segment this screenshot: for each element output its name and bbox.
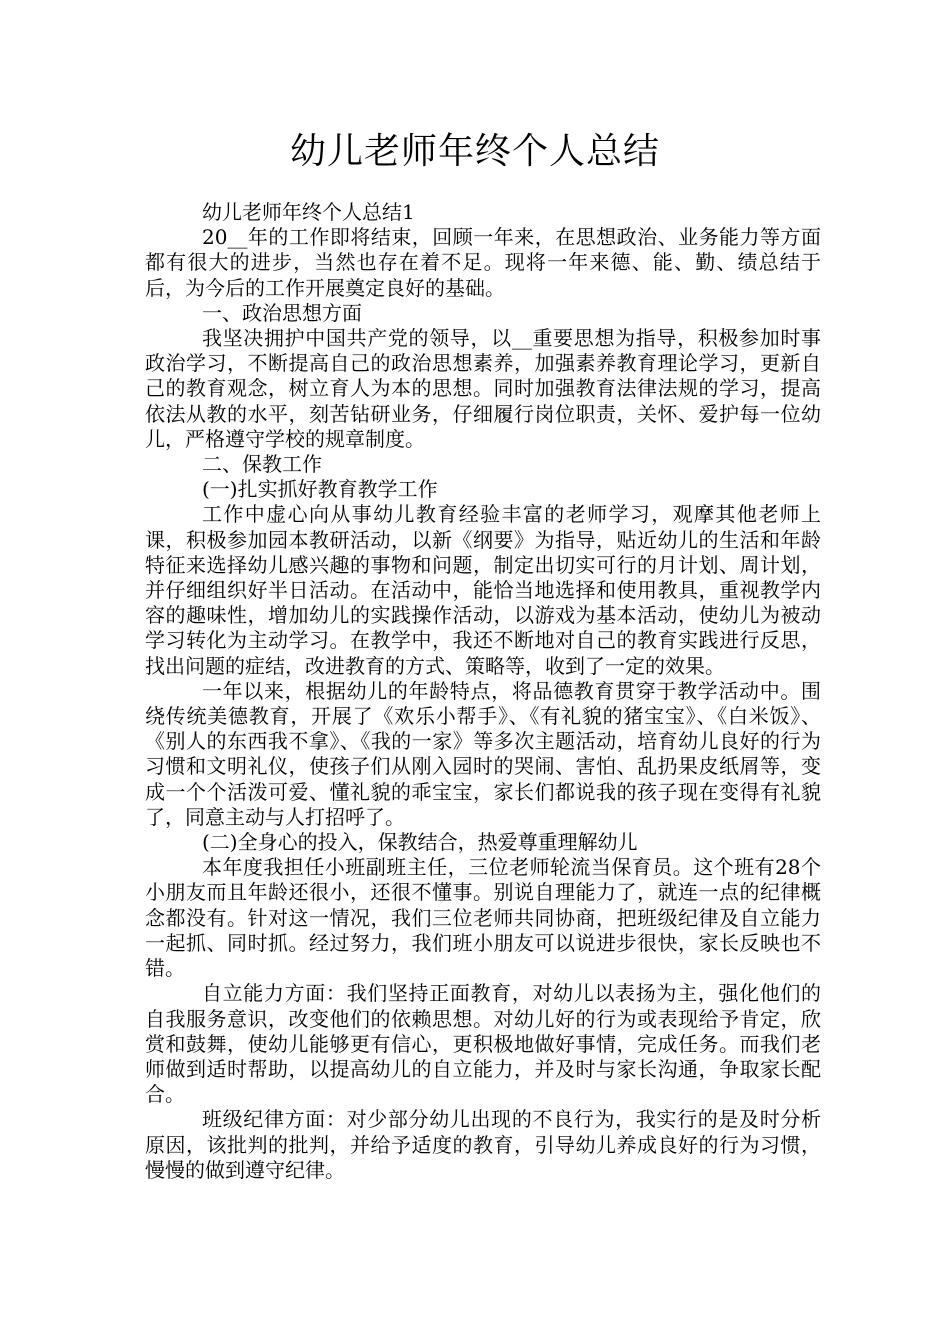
moral-education-paragraph: 一年以来，根据幼儿的年龄特点，将品德教育贯穿于教学活动中。围绕传统美德教育，开展了《欢乐小帮手》、《有礼貌的猪宝宝》、《白米饭》、《别人的东西我不拿》、《我的一家》等多次主题活动，培育幼儿良好的行为习惯和文明礼仪，使孩子们从刚入园时的哭闹、害怕、乱扔果皮纸屑等，变成一个个活泼可爱、懂礼貌的乖宝宝，家长们都说我的孩子现在变得有礼貌了，同意主动与人打招呼了。 xyxy=(145,678,821,829)
subsection-heading-1: (一)扎实抓好教育教学工作 xyxy=(202,477,438,502)
section-heading-politics: 一、政治思想方面 xyxy=(202,300,362,325)
document-title: 幼儿老师年终个人总结 xyxy=(289,131,660,172)
document-body xyxy=(145,200,821,1183)
discipline-paragraph: 班级纪律方面：对少部分幼儿出现的不良行为，我实行的是及时分析原因，该批判的批判，并给予适度的教育，引导幼儿养成良好的行为习惯，慢慢的做到遵守纪律。 xyxy=(145,1107,821,1182)
subsection-heading-2: (二)全身心的投入，保教结合，热爱尊重理解幼儿 xyxy=(202,830,638,855)
section-heading-teaching: 二、保教工作 xyxy=(202,452,322,477)
intro-paragraph: 20__年的工作即将结束，回顾一年来，在思想政治、业务能力等方面都有很大的进步，当然也存在着不足。现将一年来德、能、勤、绩总结于后，为今后的工作开展奠定良好的基础。 xyxy=(145,225,821,300)
politics-paragraph: 我坚决拥护中国共产党的领导，以__重要思想为指导，积极参加时事政治学习，不断提高自己的政治思想素养，加强素养教育理论学习，更新自己的教育观念，树立育人为本的思想。同时加强教育法律法规的学习，提高依法从教的水平，刻苦钻研业务，仔细履行岗位职责，关怀、爱护每一位幼儿，严格遵守学校的规章制度。 xyxy=(145,326,821,451)
teaching-paragraph: 工作中虚心向从事幼儿教育经验丰富的老师学习，观摩其他老师上课，积极参加园本教研活动，以新《纲要》为指导，贴近幼儿的生活和年龄特征来选择幼儿感兴趣的事物和问题，制定出切实可行的月计划、周计划，并仔细组织好半日活动。在活动中，能恰当地选择和使用教具，重视教学内容的趣味性，增加幼儿的实践操作活动，以游戏为基本活动，使幼儿为被动学习转化为主动学习。在教学中，我还不断地对自己的教育实践进行反思，找出问题的症结，改进教育的方式、策略等，收到了一定的效果。 xyxy=(145,502,821,678)
class-paragraph: 本年度我担任小班副班主任，三位老师轮流当保育员。这个班有28个小朋友而且年龄还很小，还很不懂事。别说自理能力了，就连一点的纪律概念都没有。针对这一情况，我们三位老师共同协商，把班级纪律及自立能力一起抓、同时抓。经过努力，我们班小朋友可以说进步很快，家长反映也不错。 xyxy=(145,855,821,981)
self-reliance-paragraph: 自立能力方面：我们坚持正面教育，对幼儿以表扬为主，强化他们的自我服务意识，改变他们的依赖思想。对幼儿好的行为或表现给予肯定，欣赏和鼓舞，使幼儿能够更有信心，更积极地做好事情，完成任务。而我们老师做到适时帮助，以提高幼儿的自立能力，并及时与家长沟通，争取家长配合。 xyxy=(145,981,821,1107)
subtitle-paragraph: 幼儿老师年终个人总结1 xyxy=(202,200,415,224)
